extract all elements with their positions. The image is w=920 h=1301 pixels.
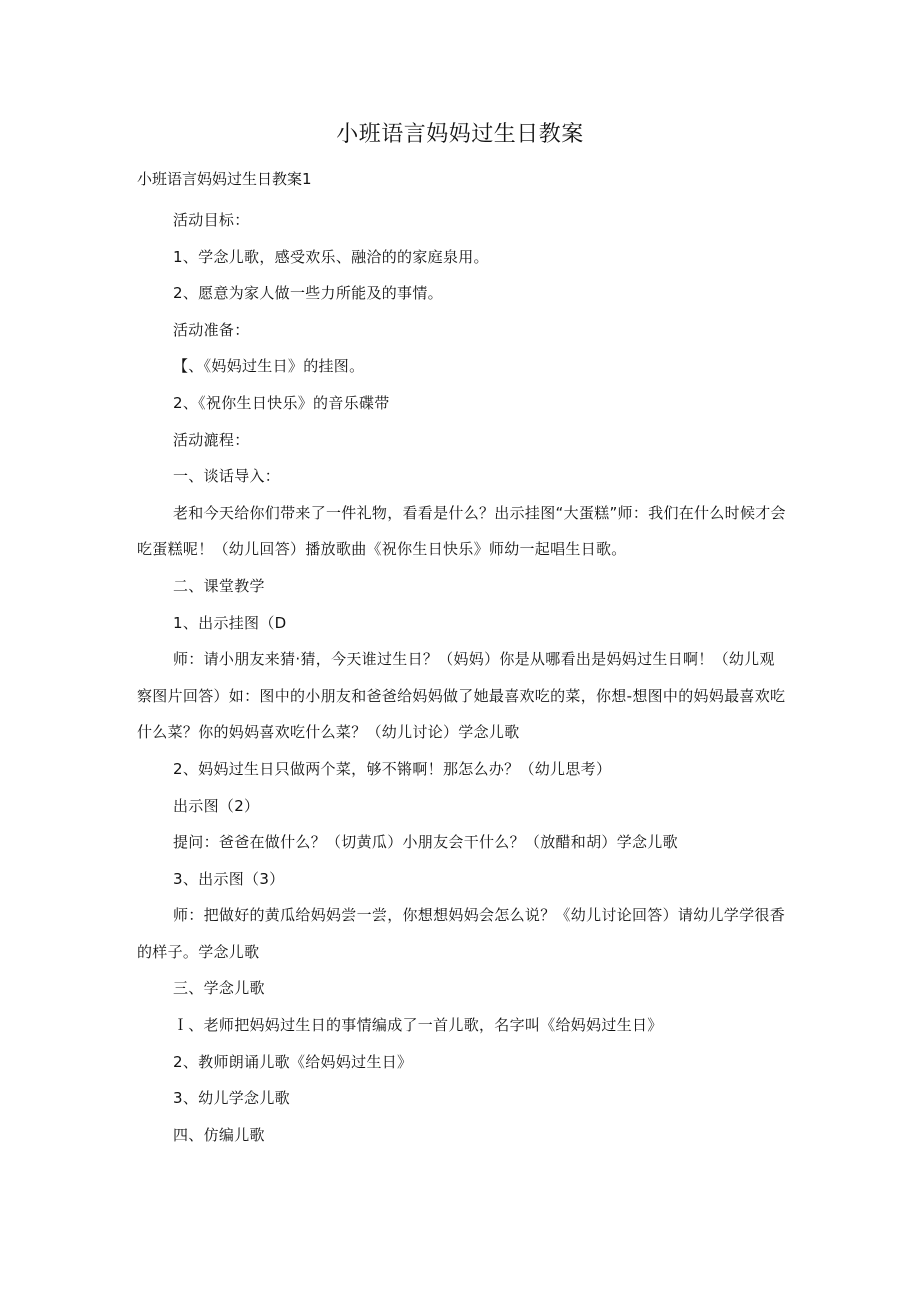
paragraph-teacher-question-3: 师：把做好的黄瓜给妈妈尝一尝，你想想妈妈会怎么说？《幼儿讨论回答）请幼儿学学很香的样子。学念儿歌 — [137, 906, 786, 961]
paragraph-activity-goals-heading: 活动目标： — [173, 211, 250, 229]
paragraph-section-4-heading: 四、仿编儿歌 — [173, 1125, 265, 1144]
paragraph-rhyme-step-3: 3、幼儿学念儿歌 — [173, 1089, 290, 1108]
document-body — [137, 202, 787, 1153]
paragraph-section-3-heading: 三、学念儿歌 — [173, 979, 265, 998]
document-subtitle: 小班语言妈妈过生日教案1 — [137, 170, 312, 188]
paragraph-rhyme-step-2: 2、教师朗诵儿歌《给妈妈过生日》 — [173, 1052, 413, 1071]
paragraph-step-2: 2、妈妈过生日只做两个菜，够不锵啊！那怎么办？（幼儿思考） — [173, 759, 612, 778]
paragraph-teacher-question-1: 师：请小朋友来猜·猜，今天谁过生日？（妈妈）你是从哪看出是妈妈过生日啊！（幼儿观察图片回答）如：图中的小朋友和爸爸给妈妈做了她最喜欢吃的菜，你想-想图中的妈妈最喜欢吃什么菜？你的妈妈喜欢吃什么菜？（幼儿讨论）学念儿歌 — [137, 650, 786, 742]
paragraph-question-2: 提问：爸爸在做什么？（切黄瓜）小朋友会干什么？（放醋和胡）学念儿歌 — [173, 833, 678, 852]
paragraph-preparation-heading: 活动准备： — [173, 320, 250, 339]
paragraph-step-3: 3、出示图（3） — [173, 869, 285, 888]
paragraph-goal-2: 2、愿意为家人做一些力所能及的事情。 — [173, 284, 443, 303]
paragraph-process-heading: 活动漉程： — [173, 430, 250, 449]
paragraph-preparation-1: 【、《妈妈过生日》的挂图。 — [173, 357, 365, 376]
document-title: 小班语言妈妈过生日教案 — [336, 122, 584, 147]
paragraph-goal-1: 1、学念儿歌，感受欢乐、融洽的的家庭泉用。 — [173, 247, 489, 266]
paragraph-show-picture-2: 出示图（2） — [173, 796, 260, 815]
paragraph-section-2-heading: 二、课堂教学 — [173, 576, 265, 595]
paragraph-section-1-heading: 一、谈话导入： — [173, 467, 281, 486]
paragraph-step-1: 1、出示挂图（D — [173, 613, 287, 632]
paragraph-rhyme-step-1: Ｉ、老师把妈妈过生日的事情编成了一首儿歌，名字叫《给妈妈过生日》 — [173, 1016, 663, 1035]
paragraph-preparation-2: 2、《祝你生日快乐》的音乐碟带 — [173, 393, 390, 412]
paragraph-intro-text: 老和今天给你们带来了一件礼物，看看是什么？出示挂图“大蛋糕”师：我们在什么时候才会吃蛋糕呢！（幼儿回答）播放歌曲《祝你生日快乐》师幼一起唱生日歌。 — [137, 503, 786, 559]
